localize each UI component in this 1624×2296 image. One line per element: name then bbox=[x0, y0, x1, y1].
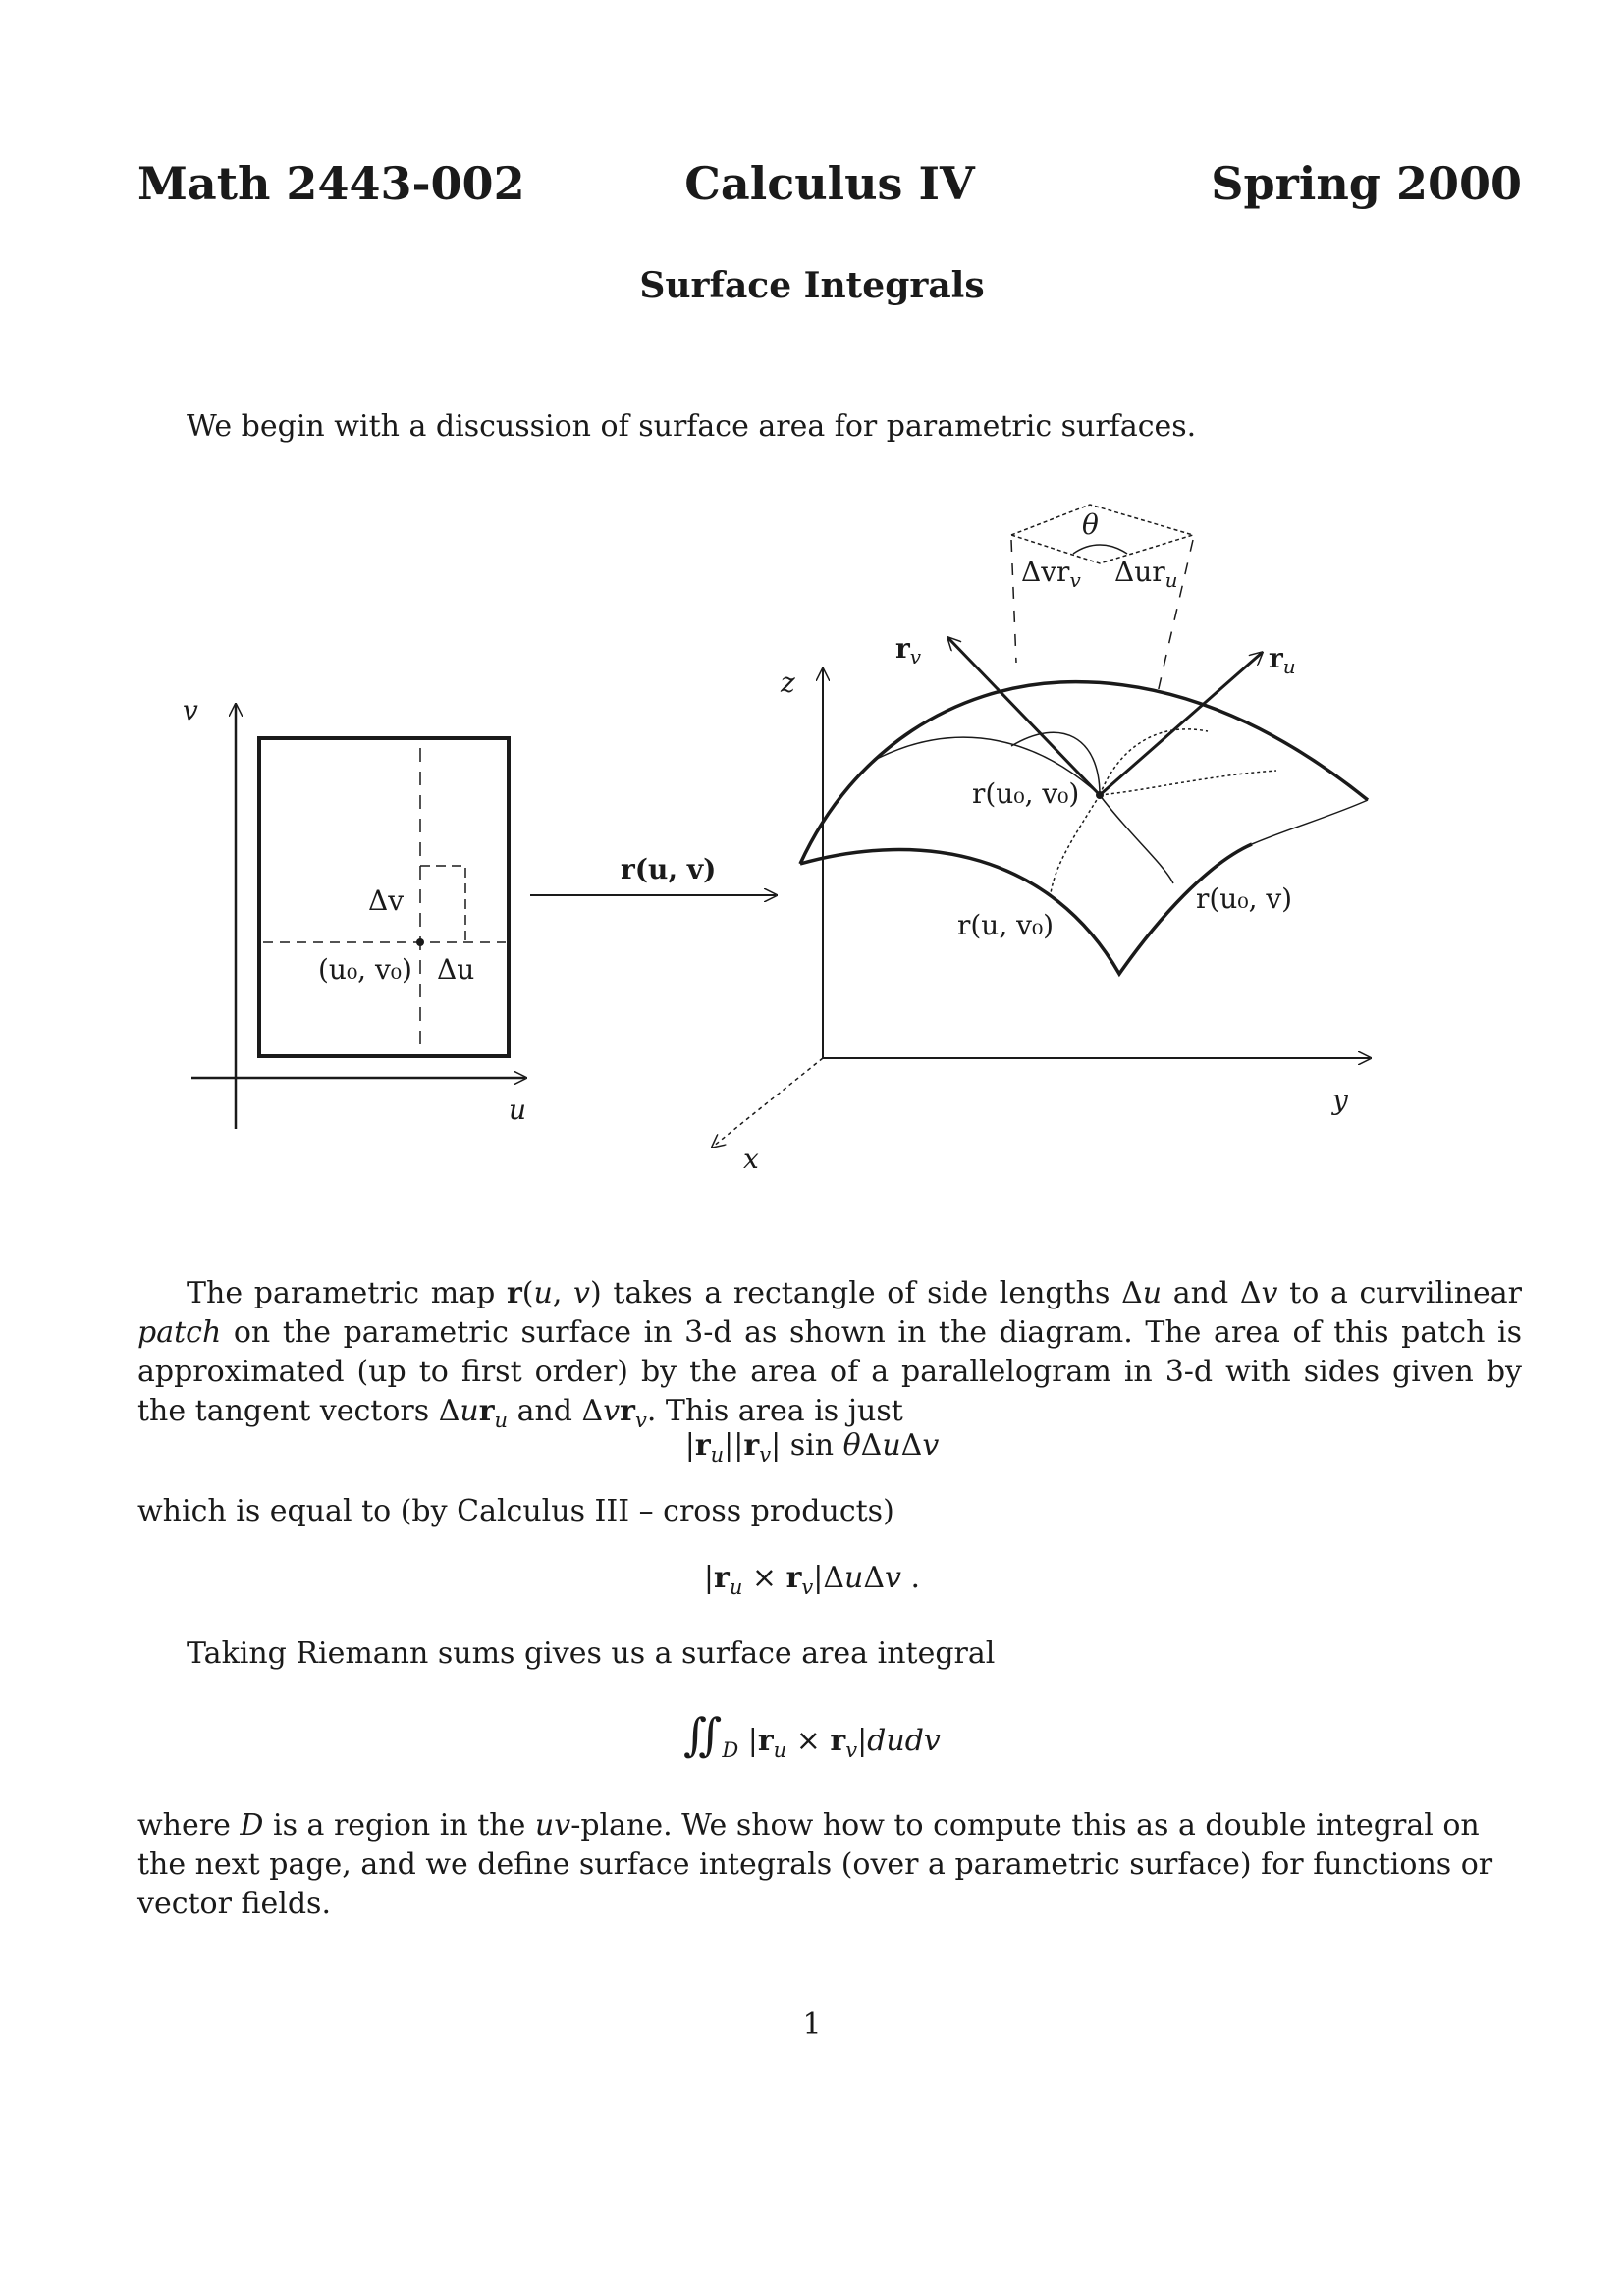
parametric-surface-diagram bbox=[0, 491, 1624, 1198]
riemann-text: Taking Riemann sums gives us a surface area integral bbox=[187, 1636, 996, 1671]
area-formula: $|r_u||r_v|$ sin θΔuΔv bbox=[684, 1428, 940, 1467]
cross-product-formula: $|r_u \times r_v|\Delta u\Delta v$ . bbox=[703, 1561, 921, 1599]
du-ru-label: Δur$_u$ bbox=[1114, 556, 1178, 592]
parallelogram bbox=[1011, 505, 1193, 563]
closing-paragraph: where D is a region in the uv-plane. We show how to compute this as a double integral on the next page, and we define surface integrals (over a parametric surface) for functions or vector fields. bbox=[137, 1808, 1493, 1921]
x-axis bbox=[713, 1058, 823, 1147]
surface-area-integral: $∬_D$ $|r_u$ × $r_v|dudv$ bbox=[683, 1708, 941, 1762]
bridge-text: which is equal to (by Calculus III – cross products) bbox=[137, 1494, 894, 1528]
uv-plane bbox=[191, 705, 525, 1129]
tangent-vectors bbox=[948, 505, 1262, 795]
course-term: Spring 2000 bbox=[1211, 157, 1522, 210]
page-title: Surface Integrals bbox=[639, 265, 985, 306]
theta-arc bbox=[1073, 545, 1127, 554]
intro-paragraph: We begin with a discussion of surface area for parametric surfaces. bbox=[187, 409, 1197, 444]
course-code: Math 2443-002 bbox=[137, 157, 525, 210]
r-u-vector bbox=[1100, 653, 1262, 795]
page-number: 1 bbox=[802, 2007, 822, 2042]
delta-u-label: Δu bbox=[437, 953, 475, 986]
r-v-vector bbox=[948, 638, 1100, 795]
surface-top-edge bbox=[800, 682, 1368, 864]
course-name: Calculus IV bbox=[684, 157, 975, 210]
theta-label: θ bbox=[1082, 508, 1099, 541]
r-v-label: $r_v$ bbox=[895, 632, 922, 668]
page-header bbox=[137, 157, 1522, 216]
base-point bbox=[416, 938, 424, 946]
curve-r-u-v0-label: r(u, v₀) bbox=[957, 909, 1055, 941]
surface-point-label: r(u₀, v₀) bbox=[972, 777, 1080, 810]
v-axis-label: v bbox=[183, 694, 198, 726]
u-axis-label: u bbox=[509, 1094, 527, 1126]
main-paragraph: The parametric map r(u, v) takes a rectangle of side lengths Δu and Δv to a curvilinear patch on the parametric surface in 3-d as shown in the diagram. The area of this patch is approximated (up to first order) by the area of a parallelogram in 3-d with sides given by the tangent vectors Δur$_u$ and Δvr$_v$. This area is just bbox=[137, 1276, 1523, 1432]
x-axis-label: x bbox=[743, 1143, 759, 1175]
curve-r-u0-v-label: r(u₀, v) bbox=[1196, 882, 1293, 915]
r-u-label: $r_u$ bbox=[1269, 642, 1296, 678]
map-label: r(u, v) bbox=[621, 853, 717, 885]
base-point-label: (u₀, v₀) bbox=[318, 953, 412, 986]
z-axis-label: z bbox=[781, 667, 795, 699]
y-axis-label: y bbox=[1332, 1084, 1348, 1116]
dv-rv-label: Δvr$_v$ bbox=[1021, 556, 1081, 592]
surface-right-edge bbox=[1252, 800, 1368, 844]
delta-v-label: Δv bbox=[368, 884, 405, 917]
parametric-surface bbox=[800, 682, 1368, 974]
